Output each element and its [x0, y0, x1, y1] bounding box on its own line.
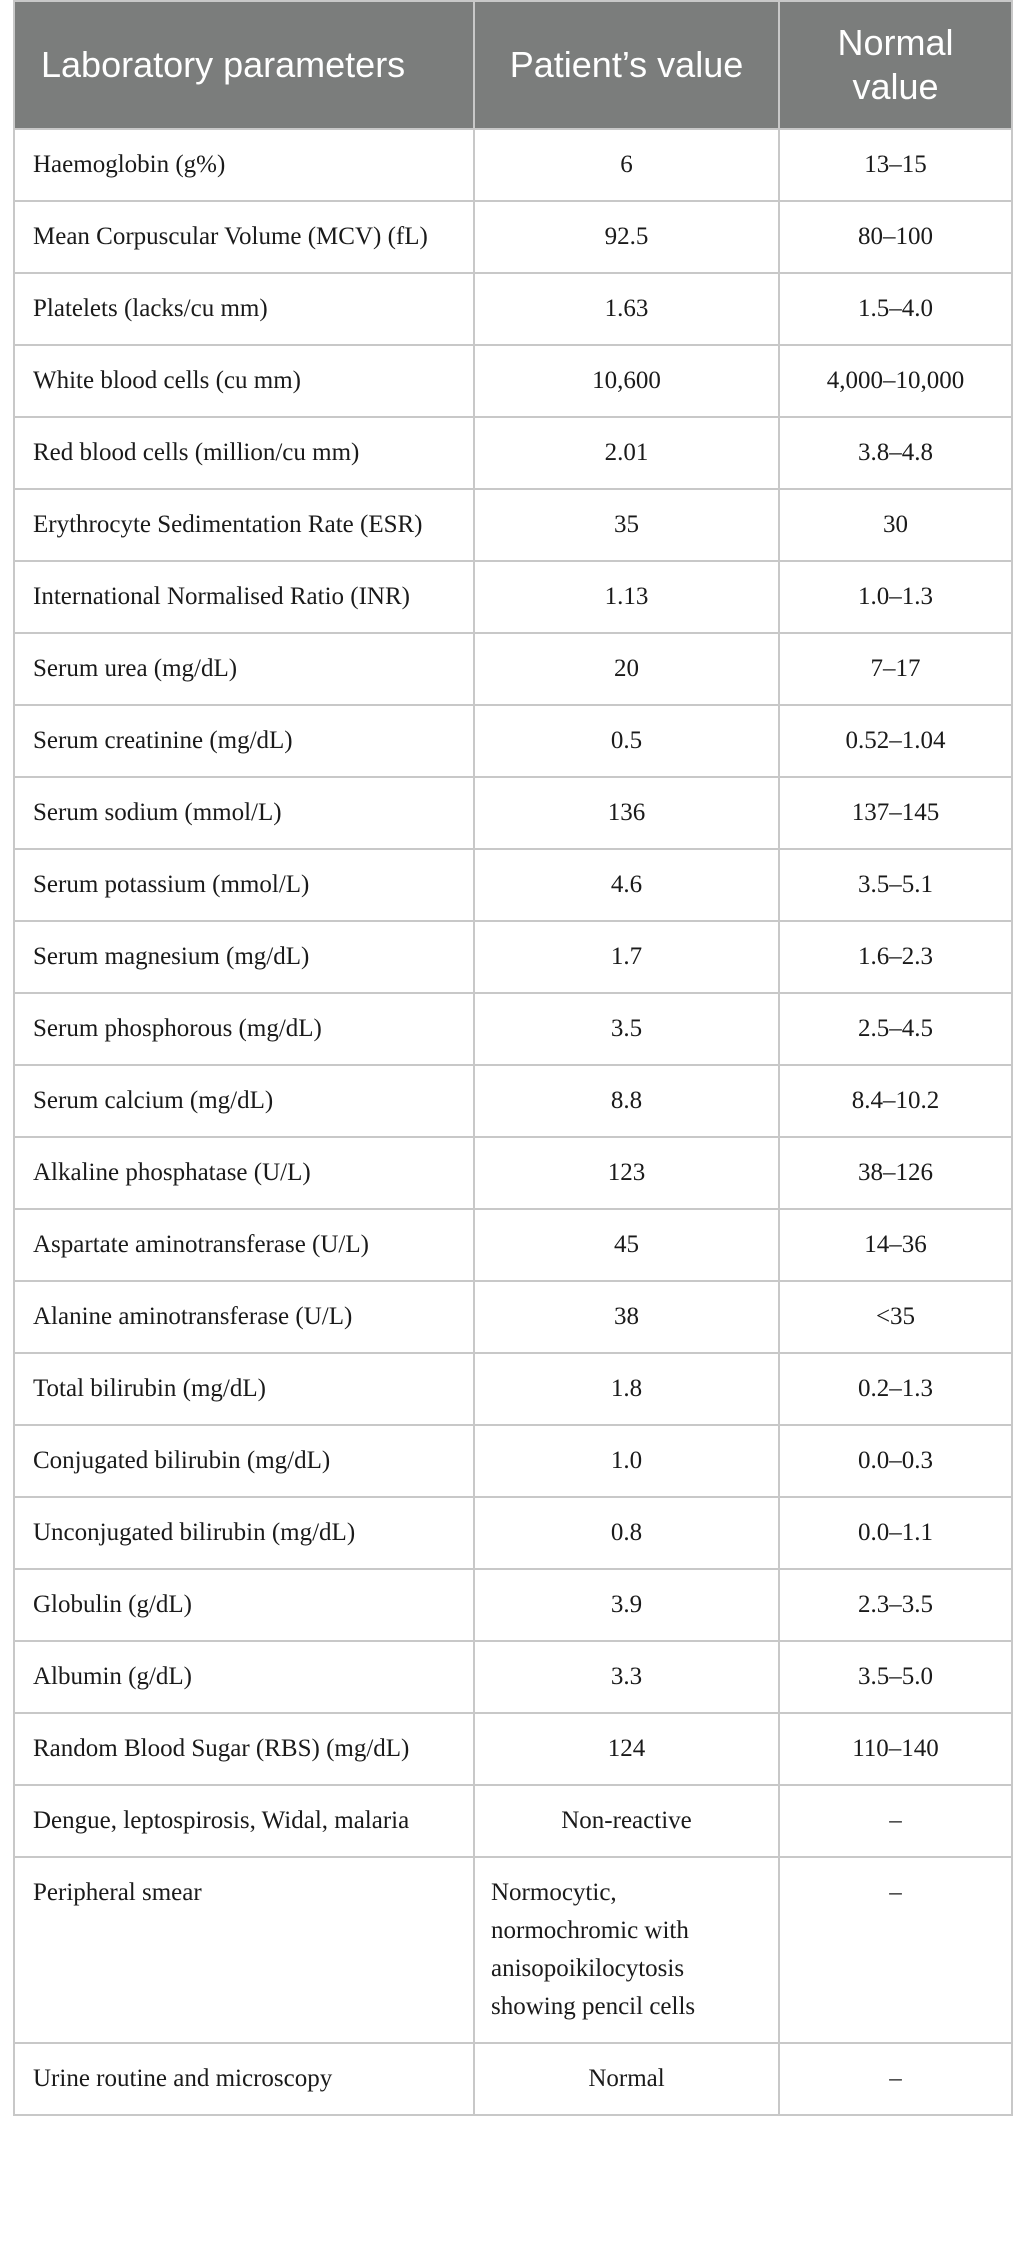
normal-value-cell: 2.3–3.5 — [779, 1569, 1012, 1641]
parameter-cell: Unconjugated bilirubin (mg/dL) — [14, 1497, 474, 1569]
normal-value-cell: – — [779, 1857, 1012, 2043]
normal-value-cell: 0.0–0.3 — [779, 1425, 1012, 1497]
normal-value-cell: 0.52–1.04 — [779, 705, 1012, 777]
table-row — [14, 1137, 1012, 1209]
normal-value-cell: 137–145 — [779, 777, 1012, 849]
table-header — [14, 1, 1012, 129]
patient-value-cell: 92.5 — [474, 201, 779, 273]
parameter-cell: Platelets (lacks/cu mm) — [14, 273, 474, 345]
parameter-cell: Serum urea (mg/dL) — [14, 633, 474, 705]
patient-value-cell: 20 — [474, 633, 779, 705]
parameter-cell: Serum potassium (mmol/L) — [14, 849, 474, 921]
normal-value-cell: 14–36 — [779, 1209, 1012, 1281]
table-row — [14, 2043, 1012, 2115]
patient-value-cell: Normocytic, normochromic with anisopoikilocytosis showing pencil cells — [474, 1857, 779, 2043]
normal-value-cell: 30 — [779, 489, 1012, 561]
parameter-cell: Conjugated bilirubin (mg/dL) — [14, 1425, 474, 1497]
patient-value-cell: Non-reactive — [474, 1785, 779, 1857]
table-row — [14, 129, 1012, 201]
table-row — [14, 1281, 1012, 1353]
table-row — [14, 1425, 1012, 1497]
parameter-cell: Serum calcium (mg/dL) — [14, 1065, 474, 1137]
normal-value-cell: <35 — [779, 1281, 1012, 1353]
header-row — [14, 1, 1012, 129]
parameter-cell: Haemoglobin (g%) — [14, 129, 474, 201]
parameter-cell: Mean Corpuscular Volume (MCV) (fL) — [14, 201, 474, 273]
normal-value-cell: 0.2–1.3 — [779, 1353, 1012, 1425]
table-body — [14, 129, 1012, 2115]
lab-results-table-container — [13, 0, 1011, 2116]
table-row — [14, 1857, 1012, 2043]
patient-value-cell: 1.7 — [474, 921, 779, 993]
normal-value-cell: 110–140 — [779, 1713, 1012, 1785]
patient-value-cell: 38 — [474, 1281, 779, 1353]
patient-value-cell: 1.63 — [474, 273, 779, 345]
table-row — [14, 993, 1012, 1065]
header-normal-value: Normal value — [779, 1, 1012, 129]
patient-value-cell: 35 — [474, 489, 779, 561]
table-row — [14, 417, 1012, 489]
normal-value-cell: 13–15 — [779, 129, 1012, 201]
parameter-cell: International Normalised Ratio (INR) — [14, 561, 474, 633]
patient-value-cell: 1.8 — [474, 1353, 779, 1425]
parameter-cell: Red blood cells (million/cu mm) — [14, 417, 474, 489]
patient-value-cell: 45 — [474, 1209, 779, 1281]
normal-value-cell: – — [779, 2043, 1012, 2115]
normal-value-cell: 2.5–4.5 — [779, 993, 1012, 1065]
normal-value-cell: 3.5–5.1 — [779, 849, 1012, 921]
patient-value-cell: 1.0 — [474, 1425, 779, 1497]
table-row — [14, 1209, 1012, 1281]
table-row — [14, 921, 1012, 993]
parameter-cell: Serum creatinine (mg/dL) — [14, 705, 474, 777]
table-row — [14, 1065, 1012, 1137]
table-row — [14, 1713, 1012, 1785]
table-row — [14, 633, 1012, 705]
parameter-cell: Serum sodium (mmol/L) — [14, 777, 474, 849]
parameter-cell: Peripheral smear — [14, 1857, 474, 2043]
normal-value-cell: 1.6–2.3 — [779, 921, 1012, 993]
parameter-cell: Aspartate aminotransferase (U/L) — [14, 1209, 474, 1281]
header-laboratory-parameters: Laboratory parameters — [14, 1, 474, 129]
table-row — [14, 489, 1012, 561]
parameter-cell: White blood cells (cu mm) — [14, 345, 474, 417]
patient-value-cell: 8.8 — [474, 1065, 779, 1137]
patient-value-cell: 10,600 — [474, 345, 779, 417]
table-row — [14, 849, 1012, 921]
patient-value-cell: 123 — [474, 1137, 779, 1209]
parameter-cell: Alanine aminotransferase (U/L) — [14, 1281, 474, 1353]
patient-value-cell: 124 — [474, 1713, 779, 1785]
parameter-cell: Albumin (g/dL) — [14, 1641, 474, 1713]
parameter-cell: Dengue, leptospirosis, Widal, malaria — [14, 1785, 474, 1857]
patient-value-cell: 0.5 — [474, 705, 779, 777]
normal-value-cell: 0.0–1.1 — [779, 1497, 1012, 1569]
parameter-cell: Serum magnesium (mg/dL) — [14, 921, 474, 993]
normal-value-cell: 1.0–1.3 — [779, 561, 1012, 633]
patient-value-cell: 3.5 — [474, 993, 779, 1065]
parameter-cell: Serum phosphorous (mg/dL) — [14, 993, 474, 1065]
table-row — [14, 345, 1012, 417]
patient-value-cell: 4.6 — [474, 849, 779, 921]
normal-value-cell: 3.5–5.0 — [779, 1641, 1012, 1713]
table-row — [14, 1641, 1012, 1713]
parameter-cell: Random Blood Sugar (RBS) (mg/dL) — [14, 1713, 474, 1785]
patient-value-cell: 136 — [474, 777, 779, 849]
table-row — [14, 1353, 1012, 1425]
normal-value-cell: 3.8–4.8 — [779, 417, 1012, 489]
table-row — [14, 777, 1012, 849]
patient-value-cell: 6 — [474, 129, 779, 201]
normal-value-cell: 1.5–4.0 — [779, 273, 1012, 345]
patient-value-cell: 3.3 — [474, 1641, 779, 1713]
header-patient-value: Patient’s value — [474, 1, 779, 129]
normal-value-cell: 8.4–10.2 — [779, 1065, 1012, 1137]
table-row — [14, 705, 1012, 777]
parameter-cell: Globulin (g/dL) — [14, 1569, 474, 1641]
patient-value-cell: 3.9 — [474, 1569, 779, 1641]
normal-value-cell: 4,000–10,000 — [779, 345, 1012, 417]
table-row — [14, 1497, 1012, 1569]
table-row — [14, 273, 1012, 345]
table-row — [14, 1785, 1012, 1857]
table-row — [14, 201, 1012, 273]
parameter-cell: Urine routine and microscopy — [14, 2043, 474, 2115]
patient-value-cell: Normal — [474, 2043, 779, 2115]
normal-value-cell: 38–126 — [779, 1137, 1012, 1209]
parameter-cell: Alkaline phosphatase (U/L) — [14, 1137, 474, 1209]
parameter-cell: Erythrocyte Sedimentation Rate (ESR) — [14, 489, 474, 561]
parameter-cell: Total bilirubin (mg/dL) — [14, 1353, 474, 1425]
normal-value-cell: 80–100 — [779, 201, 1012, 273]
normal-value-cell: 7–17 — [779, 633, 1012, 705]
normal-value-cell: – — [779, 1785, 1012, 1857]
patient-value-cell: 1.13 — [474, 561, 779, 633]
lab-results-table — [13, 0, 1013, 2116]
patient-value-cell: 2.01 — [474, 417, 779, 489]
patient-value-cell: 0.8 — [474, 1497, 779, 1569]
table-row — [14, 1569, 1012, 1641]
table-row — [14, 561, 1012, 633]
